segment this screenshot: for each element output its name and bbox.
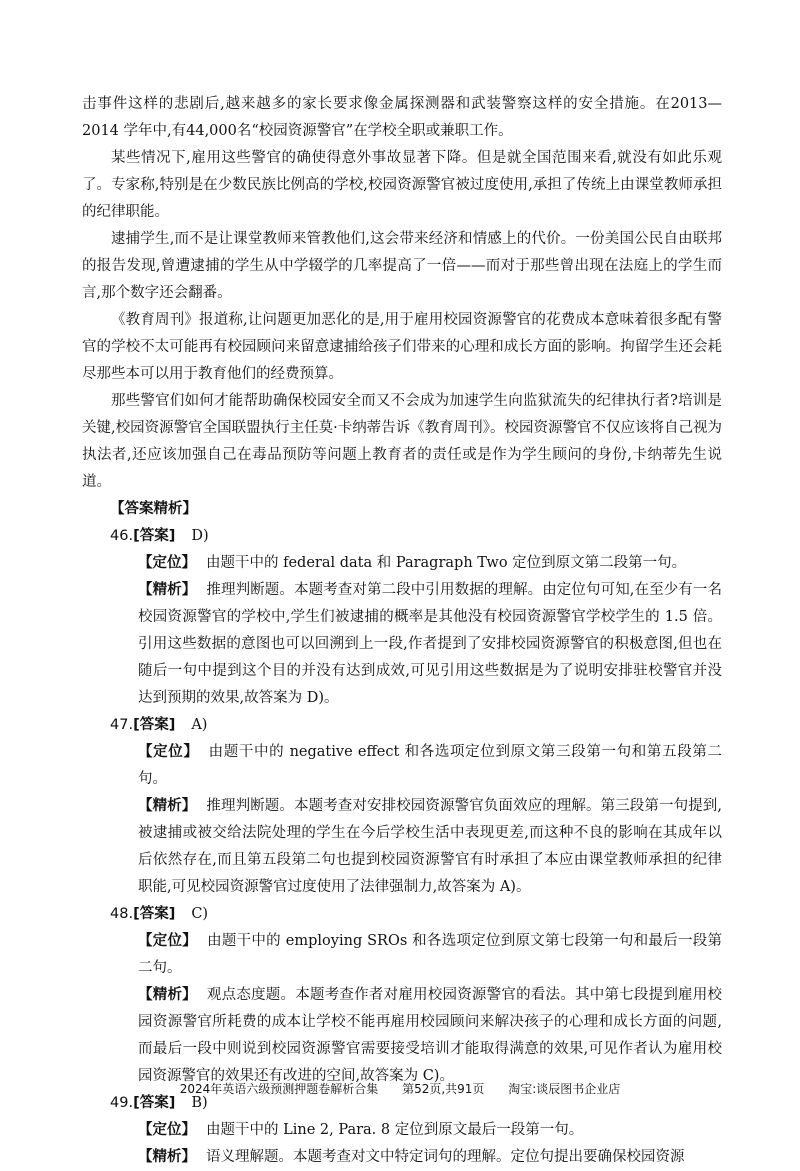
- analysis-label: 【精析】: [138, 798, 197, 814]
- question-47: [82, 712, 722, 901]
- page-content: [82, 91, 722, 1171]
- question-number: 46.: [110, 528, 134, 544]
- question-number: 49.: [110, 1095, 134, 1111]
- question-48: [82, 901, 722, 1090]
- question-46: [82, 523, 722, 712]
- answers-heading: 【答案精析】: [110, 501, 197, 517]
- passage-paragraph: 某些情况下,雇用这些警官的确使得意外事故显著下降。但是就全国范围来看,就没有如此乐观了。专家称,特别是在少数民族比例高的学校,校园资源警官被过度使用,承担了传统上由课堂教师承担的纪律职能。: [82, 150, 722, 220]
- analysis-label: 【精析】: [138, 582, 197, 598]
- locate-text: 由题干中的 employing SROs 和各选项定位到原文第七段第一句和最后一段第二句。: [138, 933, 723, 976]
- analysis-text: 推理判断题。本题考查对第二段中引用数据的理解。由定位句可知,在至少有一名校园资源警官的学校中,学生们被逮捕的概率是其他没有校园资源警官学校学生的 1.5 倍。引用这些数据的意图也可以回溯到上一段,作者提到了安排校园资源警官的积极意图,但也在随后一句中提到这个目的并没有达到成效,可见引用这些数据是为了说明安排驻校警官并没达到预期的效果,故答案为 D)。: [138, 582, 723, 706]
- page-footer: [0, 1080, 800, 1097]
- answer-value: C): [191, 906, 209, 922]
- question-number: 47.: [110, 717, 134, 733]
- locate-label: 【定位】: [138, 933, 198, 949]
- answer-label: [答案]: [133, 528, 176, 544]
- passage-text: [82, 91, 722, 496]
- analysis-text: 观点态度题。本题考查作者对雇用校园资源警官的看法。其中第七段提到雇用校园资源警官所耗费的成本让学校不能再雇用校园顾问来解决孩子的心理和成长方面的问题,而最后一段中则说到校园资源警官需要接受培训才能取得满意的效果,可见作者认为雇用校园资源警官的效果还有改进的空间,故答案为 C)。: [138, 987, 723, 1084]
- passage-paragraph: 那些警官们如何才能帮助确保校园安全而又不会成为加速学生向监狱流失的纪律执行者?培训是关键,校园资源警官全国联盟执行主任莫·卡纳蒂告诉《教育周刊》。校园资源警官不仅应该将自己视为执法者,还应该加强自己在毒品预防等问题上教育者的责任或是作为学生顾问的身份,卡纳蒂先生说道。: [82, 393, 722, 490]
- footer-book-title: 2024年英语六级预测押题卷解析合集: [179, 1082, 379, 1096]
- answer-label: [答案]: [133, 906, 176, 922]
- answer-label: [答案]: [133, 717, 176, 733]
- answer-value: D): [191, 528, 209, 544]
- question-number: 48.: [110, 906, 134, 922]
- locate-label: 【定位】: [138, 1122, 196, 1138]
- locate-text: 由题干中的 federal data 和 Paragraph Two 定位到原文第二段第一句。: [206, 555, 687, 571]
- analysis-label: 【精析】: [138, 987, 197, 1003]
- analysis-text: 语义理解题。本题考查对文中特定词句的理解。定位句提出要确保校园资源: [206, 1149, 685, 1165]
- passage-paragraph: 逮捕学生,而不是让课堂教师来管教他们,这会带来经济和情感上的代价。一份美国公民自由联邦的报告发现,曾遭逮捕的学生从中学辍学的几率提高了一倍——而对于那些曾出现在法庭上的学生而言,那个数字还会翻番。: [82, 231, 722, 301]
- answer-value: B): [191, 1095, 208, 1111]
- passage-paragraph: 《教育周刊》报道称,让问题更加恶化的是,用于雇用校园资源警官的花费成本意味着很多配有警官的学校不太可能再有校园顾问来留意逮捕给孩子们带来的心理和成长方面的影响。拘留学生还会耗尽那些本可以用于教育他们的经费预算。: [82, 312, 722, 382]
- question-49: [82, 1090, 722, 1171]
- locate-label: 【定位】: [138, 744, 199, 760]
- footer-shop: 淘宝:谈辰图书企业店: [508, 1082, 621, 1096]
- answer-label: [答案]: [133, 1095, 176, 1111]
- footer-page-number: 第52页,共91页: [402, 1082, 485, 1096]
- analysis-text: 推理判断题。本题考查对安排校园资源警官负面效应的理解。第三段第一句提到,被逮捕或被交给法院处理的学生在今后学校生活中表现更差,而这种不良的影响在其成年以后依然存在,而且第五段第二句也提到校园资源警官有时承担了本应由课堂教师承担的纪律职能,可见校园资源警官过度使用了法律强制力,故答案为 A)。: [138, 798, 723, 895]
- analysis-label: 【精析】: [138, 1149, 196, 1165]
- answer-value: A): [191, 717, 208, 733]
- locate-text: 由题干中的 negative effect 和各选项定位到原文第三段第一句和第五段第二句。: [138, 744, 723, 787]
- passage-paragraph: 击事件这样的悲剧后,越来越多的家长要求像金属探测器和武装警察这样的安全措施。在2013—2014 学年中,有44,000名“校园资源警官”在学校全职或兼职工作。: [82, 96, 722, 139]
- locate-text: 由题干中的 Line 2, Para. 8 定位到原文最后一段第一句。: [206, 1122, 584, 1138]
- locate-label: 【定位】: [138, 555, 196, 571]
